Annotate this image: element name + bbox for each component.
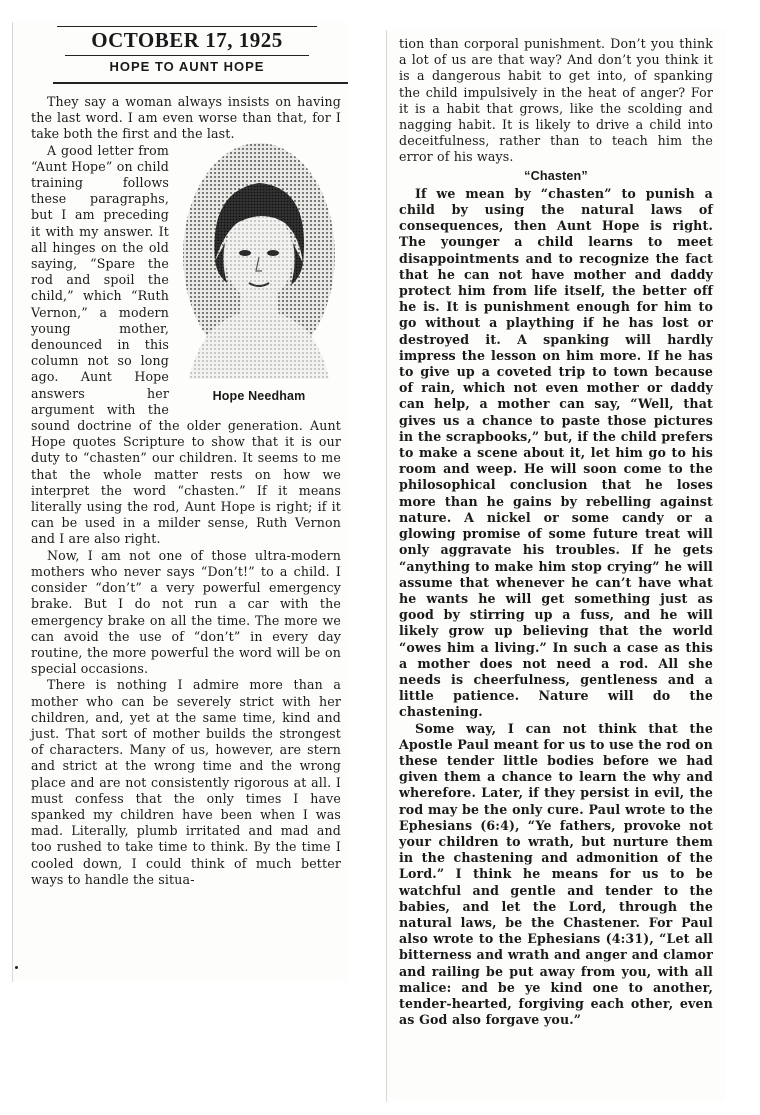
portrait-caption: Hope Needham bbox=[212, 389, 306, 404]
left-paragraph-1: They say a woman always insists on having the last word. I am even worse than that, for I take both the first and the last. bbox=[31, 94, 341, 142]
right-paragraph-2: If we mean by “chasten” to punish a child by using the natural laws of consequences, then Aunt Hope is right. The younger a child learns to meet disappointments and to recognize the fact that he can not have mother and daddy protect him from life itself, the better off he is. It is punishment enough for him to go without a plaything if he has lost or destroyed it. A spanking will hardly impress the lesson on him more. If he has to give up a coveted trip to town because of rain, which not even mother or daddy can help, a mother can say, “Well, that gives us a chance to paste those pictures in the scrapbooks,” but, if the child prefers to make a scene about it, let him go to his room and weep. He will soon come to the philosophical conclusion that he loses more than he gains by rebelling against nature. A nickel or some candy or a glowing promise of some future treat will only aggravate his troubles. If he gets “anything to make him stop crying” he will assume that whenever he can’t have what he wants he will get something just as good by stirring up a fuss, and he will likely grow up believing that the world “owes him a living.” In such a case as this a mother does not need a rod. All she needs is cheerfulness, gentleness and a little patience. Nature will do the chastening. bbox=[399, 185, 713, 720]
right-clipping bbox=[386, 30, 726, 1102]
right-paragraph-3: Some way, I can not think that the Apostle Paul meant for us to use the rod on these tender little bodies before we had given them a chance to learn the why and wherefore. Later, if they persist in evil, the rod may be the only cure. Paul wrote to the Ephesians (6:4), “Ye fathers, provoke not your children to wrath, but nurture them in the chastening and admonition of the Lord.” I think he means for us to be watchful and gentle and tender to the babies, and let the Lord, through the natural laws, be the Chastener. For Paul also wrote to the Ephesians (4:31), “Let all bitterness and wrath and anger and clamor and railing be put away from you, with all malice: and be ye kind one to another, tender-hearted, forgiving each other, even as God also forgave you.” bbox=[399, 720, 713, 1028]
date-line: OCTOBER 17, 1925 bbox=[91, 28, 283, 52]
chasten-subhead: “Chasten” bbox=[524, 168, 588, 183]
left-paragraph-4: There is nothing I admire more than a mother who can be severely strict with her children, and, yet at the same time, kind and just. That sort of mother builds the strongest of characters. Many of us, however, are stern and strict at the wrong time and the wrong place and are not consistently rigorous at all. I must confess that the only times I have spanked my children have been when I was mad. Literally, plumb irritated and mad and too rushed to take time to think. By the time I cooled down, I could think of much better ways to handle the situa- bbox=[31, 677, 341, 887]
left-paragraph-2: A good letter from “Aunt Hope” on child training follows these paragraphs, but I am preceding it with my answer. It all hinges on the old saying, “Spare the rod and spoil the child,” which “Ruth Vernon,” a modern young mother, denounced in this column not so long ago. Aunt Hope answers her argument with the sound doctrine of the older generation. Aunt Hope quotes Scripture to show that it is our duty to “chasten” our children. It seems to me that the whole matter rests on how we interpret the word “chasten.” If it means literally using the rod, Aunt Hope is right; if it can be used in a milder sense, Ruth Vernon and I are also right. bbox=[31, 142, 341, 547]
margin-dot bbox=[15, 966, 18, 969]
top-rule bbox=[57, 26, 317, 27]
date-rule bbox=[65, 55, 309, 56]
left-clipping bbox=[12, 22, 348, 982]
headline: HOPE TO AUNT HOPE bbox=[109, 59, 265, 74]
portrait-photo bbox=[181, 143, 337, 379]
left-paragraph-3: Now, I am not one of those ultra-modern mothers who never says “Don’t!” to a child. I consider “don’t” a very powerful emergency brake. But I do not run a car with the emergency brake on all the time. The more we can avoid the use of “don’t” in every day routine, the more powerful the word will be on special occasions. bbox=[31, 547, 341, 677]
right-column-text bbox=[399, 36, 713, 1028]
headline-rule bbox=[53, 82, 348, 84]
right-paragraph-1: tion than corporal punishment. Don’t you think a lot of us are that way? And don’t you think it is a dangerous habit to get into, of spanking the child impulsively in the heat of anger? For it is a habit that grows, like the scolding and nagging habit. It is likely to drive a child into deceitfulness, rather than to teach him the error of his ways. bbox=[399, 36, 713, 165]
portrait-block bbox=[177, 143, 341, 405]
left-column-text bbox=[31, 94, 341, 888]
